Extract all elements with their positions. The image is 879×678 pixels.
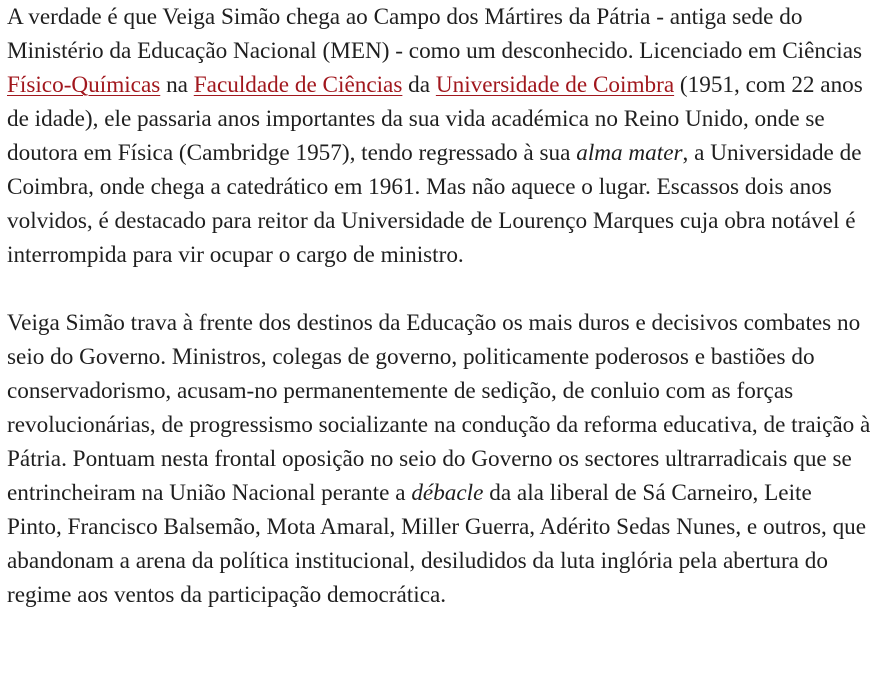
paragraph-1-text-d: (1951, com 22 anos de idade), ele passaria anos importantes da sua vida académica no Reino Unido, onde se doutora em Física (Cambridge 1957), tendo regressado à sua bbox=[7, 72, 863, 166]
paragraph-1-text-e: , a Universidade de Coimbra, onde chega a catedrático em 1961. Mas não aquece o lugar. Escassos dois anos volvidos, é destacado para reitor da Universidade de Lourenço Marques cuja obra notável é interrompida para vir ocupar o cargo de ministro. bbox=[7, 140, 862, 268]
paragraph-1-text-a: A verdade é que Veiga Simão chega ao Campo dos Mártires da Pátria - antiga sede do Ministério da Educação Nacional (MEN) - como um desconhecido. Licenciado em Ciências bbox=[7, 4, 863, 64]
paragraph-1 bbox=[7, 0, 871, 272]
paragraph-2 bbox=[7, 306, 871, 612]
paragraph-2-text-a: Veiga Simão trava à frente dos destinos da Educação os mais duros e decisivos combates no seio do Governo. Ministros, colegas de governo, politicamente poderosos e bastiões do conservadorismo, acusam-no permanentemente de sedição, de conluio com as forças revolucionárias, de progressismo socializante na condução da reforma educativa, de traição à Pátria. Pontuam nesta frontal oposição no seio do Governo os sectores ultrarradicais que se entrincheiram na União Nacional perante a bbox=[7, 310, 871, 506]
link-faculdade-de-ciencias[interactable]: Faculdade de Ciências bbox=[193, 72, 403, 98]
paragraph-1-text-c: da bbox=[402, 72, 436, 98]
emphasis-debacle: débacle bbox=[411, 480, 484, 506]
paragraph-1-text-b: na bbox=[160, 72, 194, 98]
link-fisico-quimicas[interactable]: Físico-Químicas bbox=[7, 72, 161, 98]
emphasis-alma-mater: alma mater bbox=[576, 140, 683, 166]
paragraph-2-text-b: da ala liberal de Sá Carneiro, Leite Pinto, Francisco Balsemão, Mota Amaral, Miller Guerra, Adérito Sedas Nunes, e outros, que abandonam a arena da política institucional, desiludidos da luta inglória pela abertura do regime aos ventos da participação democrática. bbox=[7, 480, 867, 608]
link-universidade-de-coimbra[interactable]: Universidade de Coimbra bbox=[435, 72, 675, 98]
